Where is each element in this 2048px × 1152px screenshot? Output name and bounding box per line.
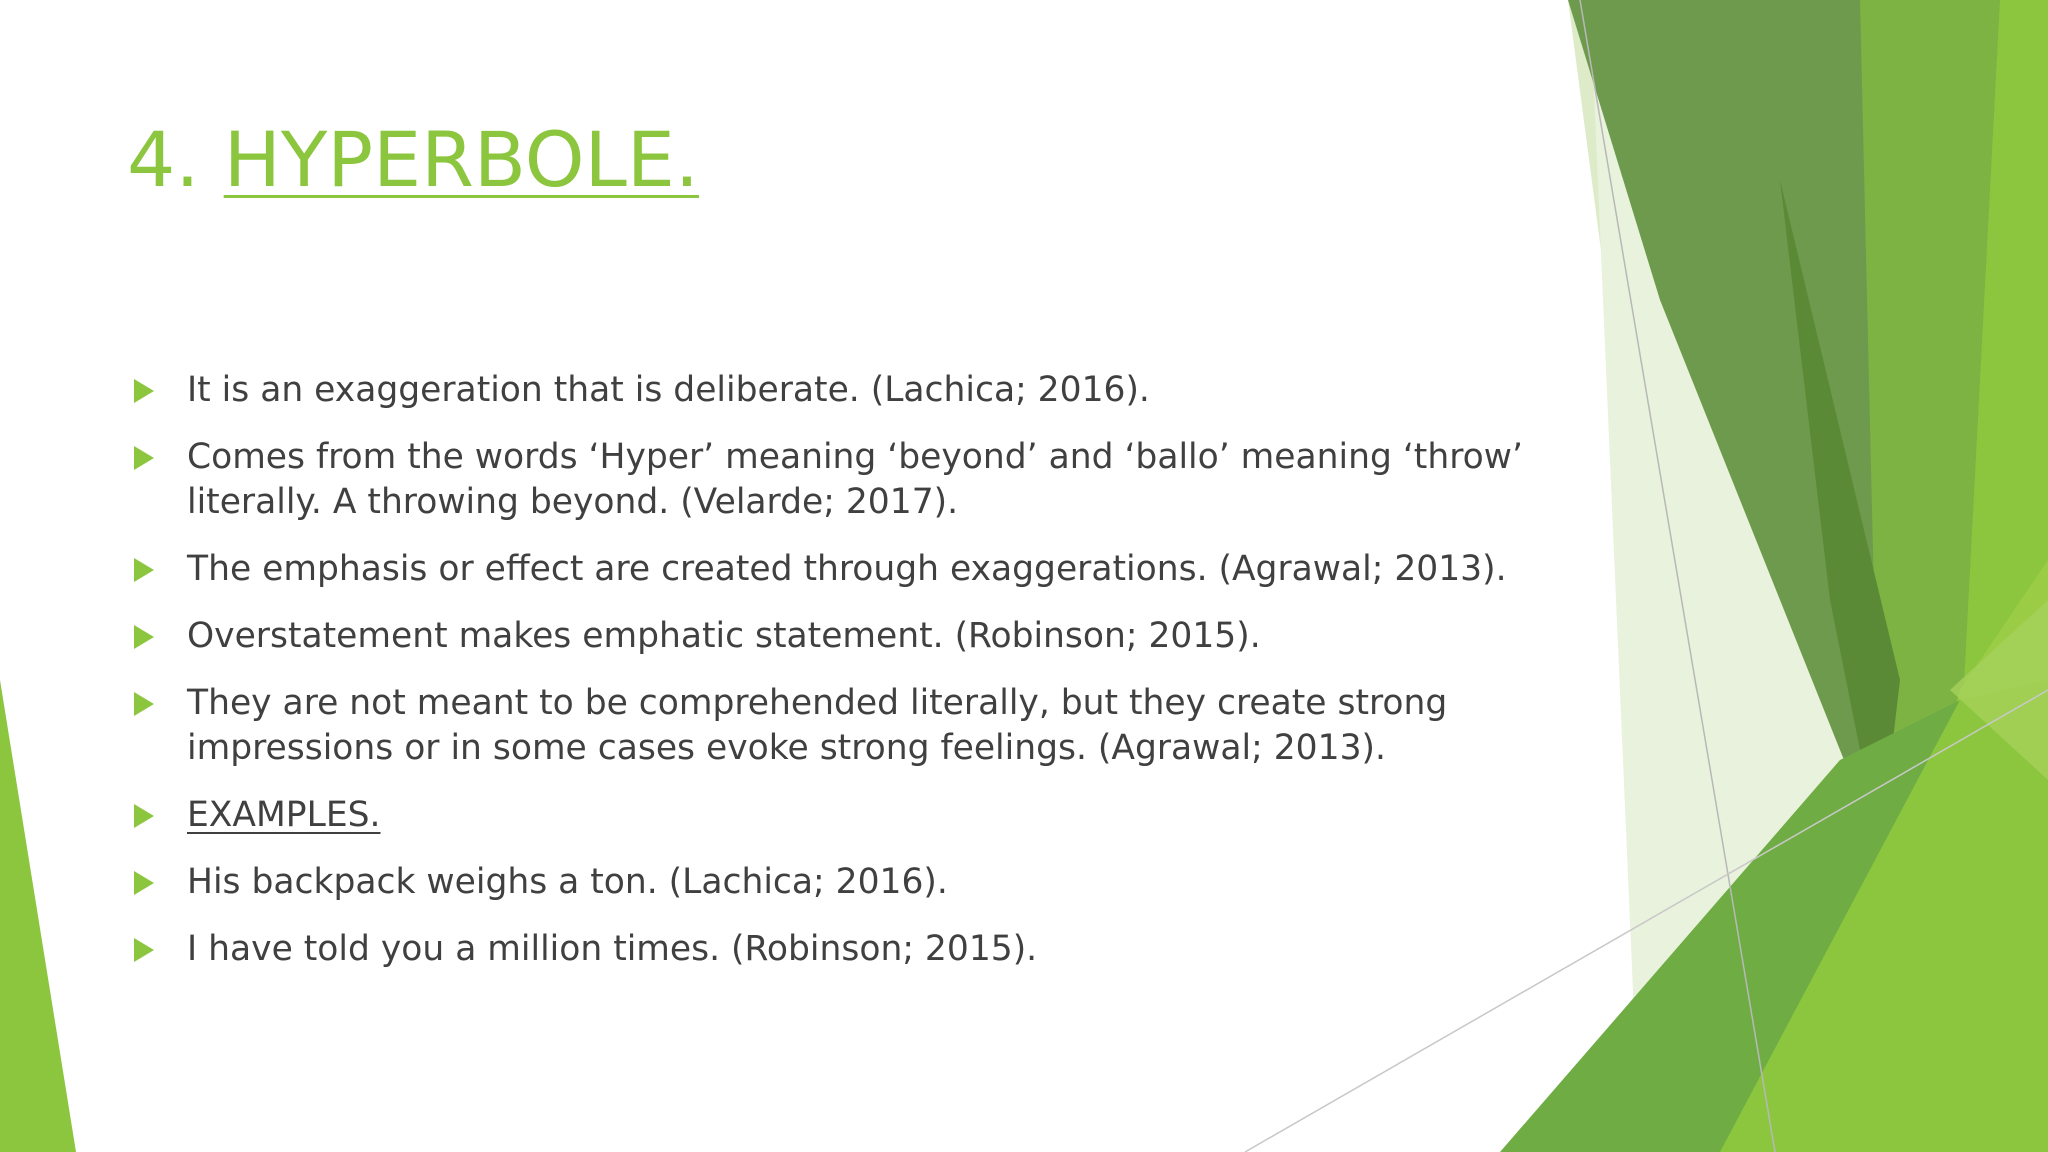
- bullet-text: The emphasis or effect are created through exaggerations. (Agrawal; 2013).: [187, 549, 1507, 589]
- bullet-list: [132, 368, 1552, 994]
- bullet-arrow-icon: [134, 625, 154, 649]
- bullet-item: [132, 681, 1552, 771]
- examples-heading: EXAMPLES.: [187, 795, 381, 835]
- bullet-text: His backpack weighs a ton. (Lachica; 2016).: [187, 862, 948, 902]
- bullet-item: [132, 368, 1552, 413]
- bullet-item: [132, 860, 1552, 905]
- bullet-arrow-icon: [134, 692, 154, 716]
- title-number: 4.: [127, 115, 200, 204]
- bullet-text: I have told you a million times. (Robinson; 2015).: [187, 929, 1038, 969]
- bullet-arrow-icon: [134, 871, 154, 895]
- bullet-item: [132, 435, 1552, 525]
- bullet-arrow-icon: [134, 379, 154, 403]
- bullet-arrow-icon: [134, 446, 154, 470]
- bullet-item: [132, 547, 1552, 592]
- bullet-item: [132, 927, 1552, 972]
- bullet-text: Comes from the words ‘Hyper’ meaning ‘beyond’ and ‘ballo’ meaning ‘throw’ literally. A throwing beyond. (Velarde; 2017).: [187, 437, 1523, 522]
- title-word: HYPERBOLE.: [223, 115, 700, 204]
- slide-title: [127, 110, 699, 210]
- bullet-item: [132, 614, 1552, 659]
- bullet-arrow-icon: [134, 558, 154, 582]
- bullet-text: It is an exaggeration that is deliberate. (Lachica; 2016).: [187, 370, 1150, 410]
- bullet-text: They are not meant to be comprehended literally, but they create strong impressions or in some cases evoke strong feelings. (Agrawal; 2013).: [187, 683, 1448, 768]
- bullet-arrow-icon: [134, 938, 154, 962]
- bullet-arrow-icon: [134, 804, 154, 828]
- left-green-sliver: [0, 680, 76, 1152]
- bullet-text: Overstatement makes emphatic statement. (Robinson; 2015).: [187, 616, 1261, 656]
- bullet-item-examples: [132, 793, 1552, 838]
